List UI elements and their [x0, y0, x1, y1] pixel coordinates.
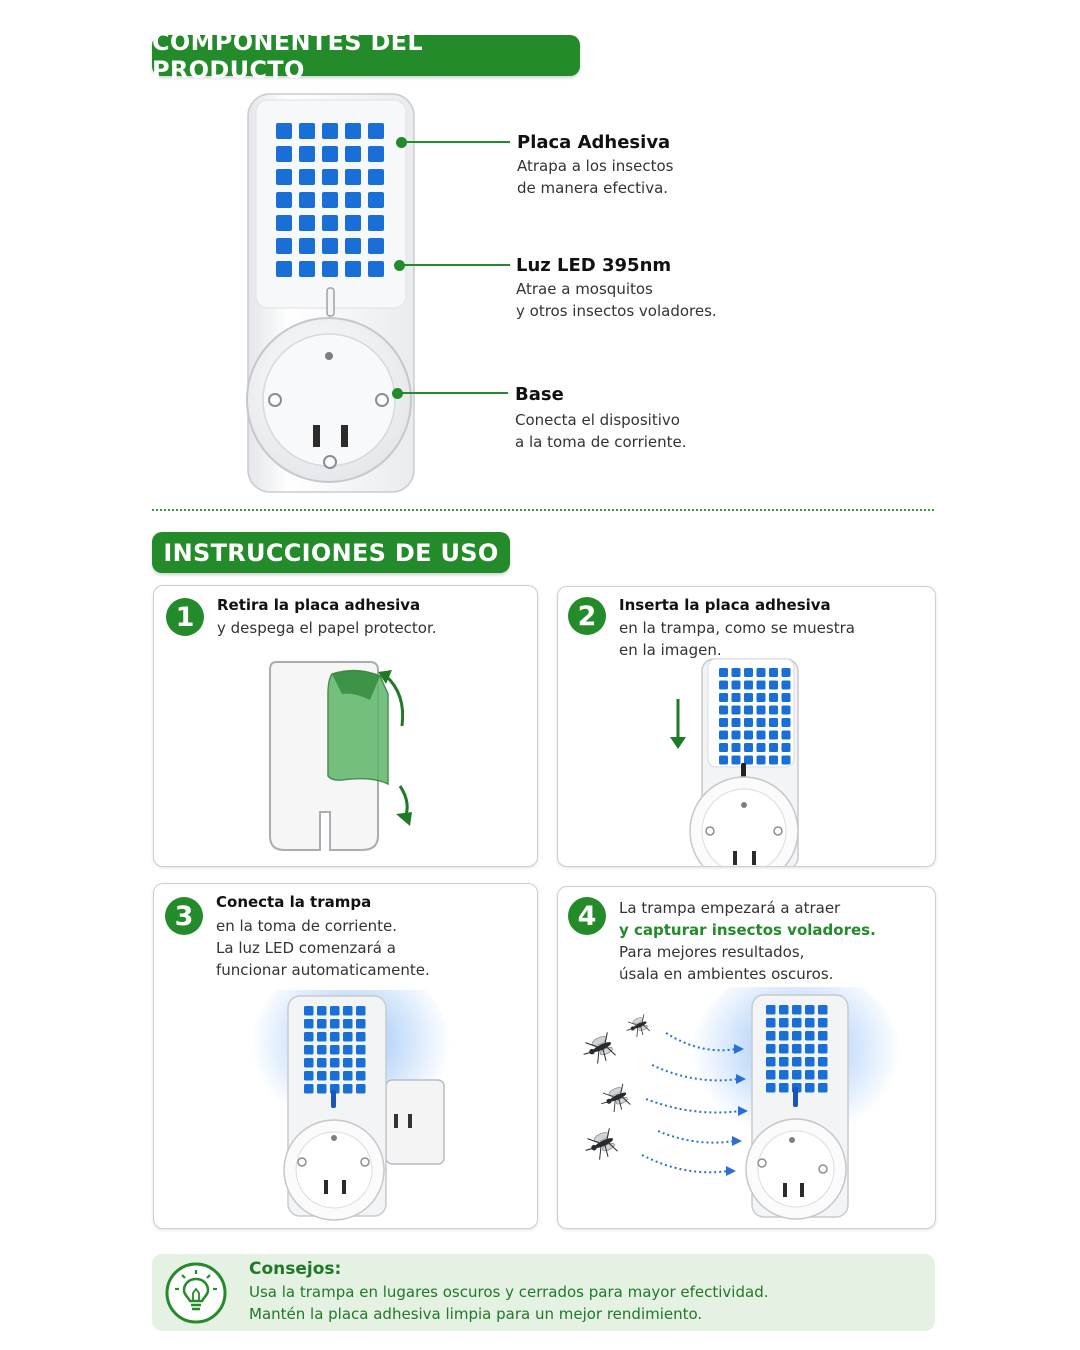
led-cell [719, 731, 728, 740]
component-title-placa: Placa Adhesiva [517, 132, 671, 153]
dotted-arrow-icon [642, 1155, 728, 1172]
led-cell [345, 261, 361, 277]
step-line-3-2: La luz LED comenzará a [216, 939, 396, 957]
callout-line-placa [402, 141, 510, 143]
led-cell [744, 718, 753, 727]
callout-line-base [398, 392, 508, 394]
led-cell [782, 693, 791, 702]
instructions-title: INSTRUCCIONES DE USO [152, 532, 510, 573]
led-cell [317, 1084, 327, 1094]
led-cell [368, 123, 384, 139]
led-cell [792, 1044, 802, 1054]
component-title-led: Luz LED 395nm [516, 255, 672, 276]
led-cell [805, 1018, 815, 1028]
led-cell [744, 681, 753, 690]
led-cell [322, 215, 338, 231]
step-line-3-3: funcionar automaticamente. [216, 961, 430, 979]
led-cell [299, 261, 315, 277]
led-cell [343, 1071, 353, 1081]
tips-title: Consejos: [249, 1259, 342, 1279]
led-cell [769, 706, 778, 715]
attracting-insects-illustration [578, 987, 923, 1225]
led-cell [779, 1083, 789, 1093]
led-cell [719, 718, 728, 727]
led-cell [299, 146, 315, 162]
led-cell [769, 743, 778, 752]
led-cell [317, 1045, 327, 1055]
led-cell [276, 146, 292, 162]
led-cell [792, 1031, 802, 1041]
led-cell [330, 1071, 340, 1081]
led-cell [345, 215, 361, 231]
led-cell [330, 1032, 340, 1042]
led-cell [779, 1031, 789, 1041]
led-cell [276, 192, 292, 208]
step-heading-2: Inserta la placa adhesiva [619, 596, 831, 614]
led-cell [304, 1045, 314, 1055]
led-cell [818, 1018, 828, 1028]
led-cell [744, 693, 753, 702]
led-cell [343, 1019, 353, 1029]
led-cell [779, 1005, 789, 1015]
mosquito-icon [579, 1032, 618, 1068]
led-cell [805, 1070, 815, 1080]
led-cell [766, 1018, 776, 1028]
led-cell [792, 1057, 802, 1067]
led-cell [757, 693, 766, 702]
arrow-head-icon [732, 1136, 742, 1146]
led-cell [757, 681, 766, 690]
led-cell [322, 169, 338, 185]
led-cell [818, 1083, 828, 1093]
led-cell [304, 1006, 314, 1016]
led-cell [330, 1006, 340, 1016]
arrow-head-icon [726, 1166, 736, 1176]
led-cell [805, 1031, 815, 1041]
led-cell [792, 1005, 802, 1015]
led-cell [345, 169, 361, 185]
led-cell [330, 1058, 340, 1068]
led-cell [368, 192, 384, 208]
tips-line-2: Mantén la placa adhesiva limpia para un mejor rendimiento. [249, 1305, 703, 1323]
component-desc-placa-line2: de manera efectiva. [517, 179, 669, 197]
led-cell [343, 1032, 353, 1042]
led-cell [299, 169, 315, 185]
led-cell [744, 706, 753, 715]
led-cell [792, 1018, 802, 1028]
led-cell [356, 1045, 366, 1055]
led-cell [757, 731, 766, 740]
led-cell [805, 1057, 815, 1067]
led-cell [317, 1071, 327, 1081]
led-cell [719, 668, 728, 677]
mosquito-icon [624, 1014, 652, 1040]
step-line-4-2: y capturar insectos voladores. [619, 921, 876, 939]
mosquito-icon [597, 1084, 632, 1117]
led-cell [343, 1058, 353, 1068]
led-cell [356, 1058, 366, 1068]
led-cell [782, 743, 791, 752]
led-cell [317, 1058, 327, 1068]
led-cell [330, 1019, 340, 1029]
led-cell [304, 1019, 314, 1029]
led-cell [276, 169, 292, 185]
led-cell [356, 1032, 366, 1042]
led-cell [276, 238, 292, 254]
led-cell [299, 123, 315, 139]
led-cell [719, 706, 728, 715]
step-heading-3: Conecta la trampa [216, 893, 372, 911]
led-cell [769, 731, 778, 740]
led-cell [343, 1045, 353, 1055]
step-line-2-2: en la imagen. [619, 641, 722, 659]
led-cell [299, 238, 315, 254]
led-cell [276, 123, 292, 139]
led-cell [299, 192, 315, 208]
led-cell [732, 718, 741, 727]
led-cell [719, 756, 728, 765]
led-cell [317, 1019, 327, 1029]
component-desc-led-line2: y otros insectos voladores. [516, 302, 717, 320]
peel-sticky-plate-illustration [262, 654, 432, 859]
led-cell [782, 668, 791, 677]
led-cell [805, 1044, 815, 1054]
led-cell [757, 756, 766, 765]
component-title-base: Base [515, 384, 564, 405]
led-cell [782, 731, 791, 740]
led-cell [356, 1019, 366, 1029]
component-desc-led-line1: Atrae a mosquitos [516, 280, 653, 298]
led-cell [322, 192, 338, 208]
led-cell [368, 261, 384, 277]
led-cell [304, 1058, 314, 1068]
led-cell [744, 668, 753, 677]
led-cell [782, 718, 791, 727]
step-line-2-1: en la trampa, como se muestra [619, 619, 855, 637]
led-cell [792, 1070, 802, 1080]
led-cell [818, 1070, 828, 1080]
led-cell [732, 756, 741, 765]
components-title: COMPONENTES DEL PRODUCTO [152, 35, 580, 76]
led-cell [345, 238, 361, 254]
led-cell [322, 123, 338, 139]
mosquito-icon [581, 1128, 620, 1164]
led-cell [779, 1070, 789, 1080]
led-cell [368, 169, 384, 185]
component-desc-base-line1: Conecta el dispositivo [515, 411, 680, 429]
led-cell [304, 1071, 314, 1081]
step-card-3 [153, 883, 538, 1229]
led-cell [805, 1005, 815, 1015]
led-cell [769, 693, 778, 702]
led-cell [805, 1083, 815, 1093]
plugged-trap-illustration [246, 990, 516, 1226]
led-cell [818, 1044, 828, 1054]
led-cell [732, 681, 741, 690]
led-cell [343, 1084, 353, 1094]
led-cell [769, 718, 778, 727]
led-cell [732, 668, 741, 677]
led-cell [782, 756, 791, 765]
tips-box [152, 1254, 935, 1331]
led-cell [304, 1032, 314, 1042]
led-cell [356, 1084, 366, 1094]
led-cell [757, 743, 766, 752]
led-cell [744, 731, 753, 740]
led-cell [343, 1006, 353, 1016]
step-card-2 [557, 586, 936, 867]
led-cell [322, 238, 338, 254]
led-cell [769, 756, 778, 765]
led-cell [757, 668, 766, 677]
led-cell [757, 718, 766, 727]
step-number-1: 1 [166, 598, 204, 636]
led-cell [732, 743, 741, 752]
step-number-3: 3 [165, 897, 203, 935]
component-desc-base-line2: a la toma de corriente. [515, 433, 687, 451]
led-cell [345, 146, 361, 162]
tips-line-1: Usa la trampa en lugares oscuros y cerrados para mayor efectividad. [249, 1283, 769, 1301]
led-cell [766, 1044, 776, 1054]
led-cell [322, 146, 338, 162]
led-cell [368, 215, 384, 231]
step-line-3-1: en la toma de corriente. [216, 917, 398, 935]
led-cell [345, 192, 361, 208]
section-divider [152, 509, 934, 511]
step-number-2: 2 [568, 597, 606, 635]
led-cell [732, 706, 741, 715]
step-line-1-1: y despega el papel protector. [217, 619, 437, 637]
led-cell [766, 1005, 776, 1015]
led-cell [766, 1083, 776, 1093]
led-cell [276, 261, 292, 277]
led-cell [769, 681, 778, 690]
step-number-4: 4 [568, 897, 606, 935]
step-line-4-4: úsala en ambientes oscuros. [619, 965, 834, 983]
led-cell [345, 123, 361, 139]
led-cell [766, 1070, 776, 1080]
led-cell [766, 1057, 776, 1067]
down-arrow-head-icon [670, 737, 686, 749]
insert-plate-illustration [662, 655, 812, 867]
led-cell [304, 1084, 314, 1094]
led-cell [317, 1032, 327, 1042]
led-cell [818, 1031, 828, 1041]
curved-arrow-head-icon [396, 812, 412, 826]
led-cell [732, 693, 741, 702]
led-cell [276, 215, 292, 231]
led-cell [779, 1044, 789, 1054]
led-cell [757, 706, 766, 715]
dotted-arrow-icon [658, 1131, 734, 1143]
step-heading-1: Retira la placa adhesiva [217, 596, 421, 614]
led-cell [322, 261, 338, 277]
led-cell [744, 756, 753, 765]
step-card-1 [153, 585, 538, 867]
lightbulb-icon [164, 1261, 228, 1325]
led-cell [779, 1018, 789, 1028]
step-card-4 [557, 886, 936, 1229]
step-line-4-3: Para mejores resultados, [619, 943, 805, 961]
led-cell [299, 215, 315, 231]
callout-line-led [400, 264, 510, 266]
led-cell [732, 731, 741, 740]
led-cell [779, 1057, 789, 1067]
led-cell [330, 1045, 340, 1055]
led-cell [719, 693, 728, 702]
led-cell [818, 1005, 828, 1015]
led-cell [744, 743, 753, 752]
component-desc-placa-line1: Atrapa a los insectos [517, 157, 674, 175]
led-cell [766, 1031, 776, 1041]
led-cell [782, 706, 791, 715]
led-cell [317, 1006, 327, 1016]
led-cell [356, 1071, 366, 1081]
led-cell [356, 1006, 366, 1016]
led-cell [719, 743, 728, 752]
led-cell [818, 1057, 828, 1067]
trap-device-illustration [244, 92, 418, 496]
led-cell [368, 238, 384, 254]
led-cell [368, 146, 384, 162]
led-cell [769, 668, 778, 677]
step-line-4-1: La trampa empezará a atraer [619, 899, 841, 917]
led-cell [782, 681, 791, 690]
led-cell [719, 681, 728, 690]
